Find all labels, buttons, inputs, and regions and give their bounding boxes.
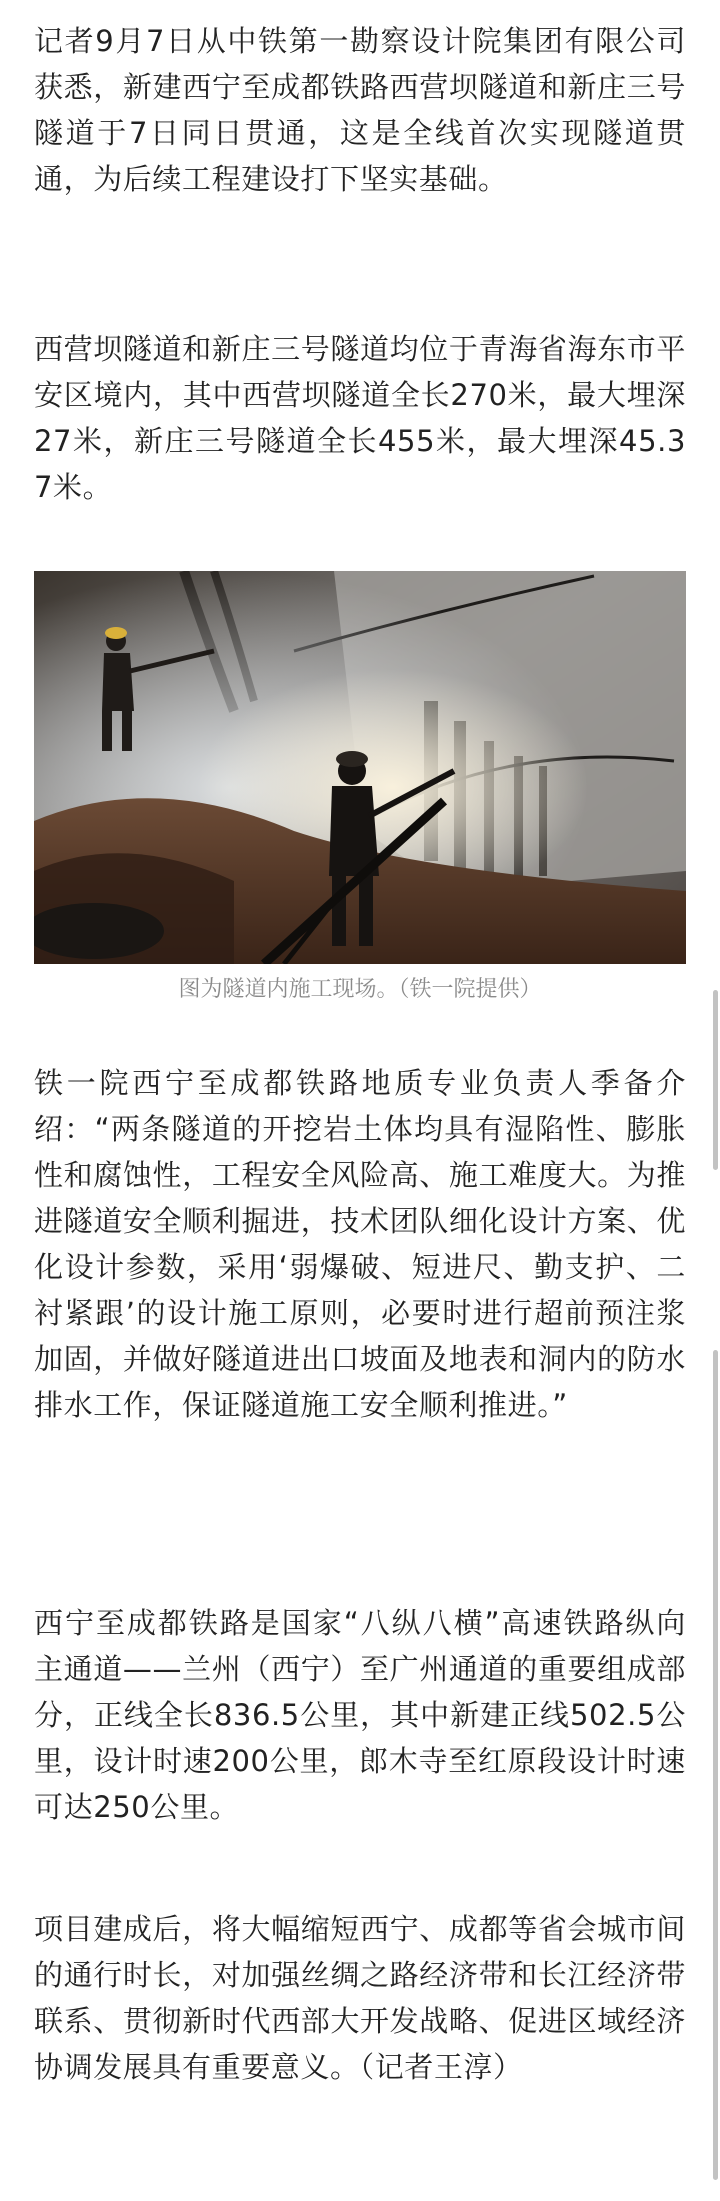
paragraph-3: 铁一院西宁至成都铁路地质专业负责人季备介绍：“两条隧道的开挖岩土体均具有湿陷性、膨胀性和腐蚀性，工程安全风险高、施工难度大。为推进隧道安全顺利掘进，技术团队细化设计方案、优化设计参数，采用‘弱爆破、短进尺、勤支护、二衬紧跟’的设计施工原则，必要时进行超前预注浆加固，并做好隧道进出口坡面及地表和洞内的防水排水工作，保证隧道施工安全顺利推进。” xyxy=(34,1066,686,1422)
tunnel-construction-photo[interactable] xyxy=(34,571,686,964)
paragraph-1: 记者9月7日从中铁第一勘察设计院集团有限公司获悉，新建西宁至成都铁路西营坝隧道和新庄三号隧道于7日同日贯通，这是全线首次实现隧道贯通，为后续工程建设打下坚实基础。 xyxy=(34,24,686,196)
paragraph-2: 西营坝隧道和新庄三号隧道均位于青海省海东市平安区境内，其中西营坝隧道全长270米，最大埋深27米，新庄三号隧道全长455米，最大埋深45.37米。 xyxy=(34,332,686,504)
scrollbar-thumb-lower[interactable] xyxy=(713,1350,718,2180)
paragraph-5: 项目建成后，将大幅缩短西宁、成都等省会城市间的通行时长，对加强丝绸之路经济带和长江经济带联系、贯彻新时代西部大开发战略、促进区域经济协调发展具有重要意义。（记者王淳） xyxy=(34,1912,686,2084)
photo-caption: 图为隧道内施工现场。（铁一院提供） xyxy=(178,977,542,1002)
paragraph-4: 西宁至成都铁路是国家“八纵八横”高速铁路纵向主通道——兰州（西宁）至广州通道的重要组成部分，正线全长836.5公里，其中新建正线502.5公里，设计时速200公里，郎木寺至红原段设计时速可达250公里。 xyxy=(34,1606,686,1824)
scrollbar-thumb[interactable] xyxy=(713,990,718,1170)
photo-illustration xyxy=(34,571,686,964)
